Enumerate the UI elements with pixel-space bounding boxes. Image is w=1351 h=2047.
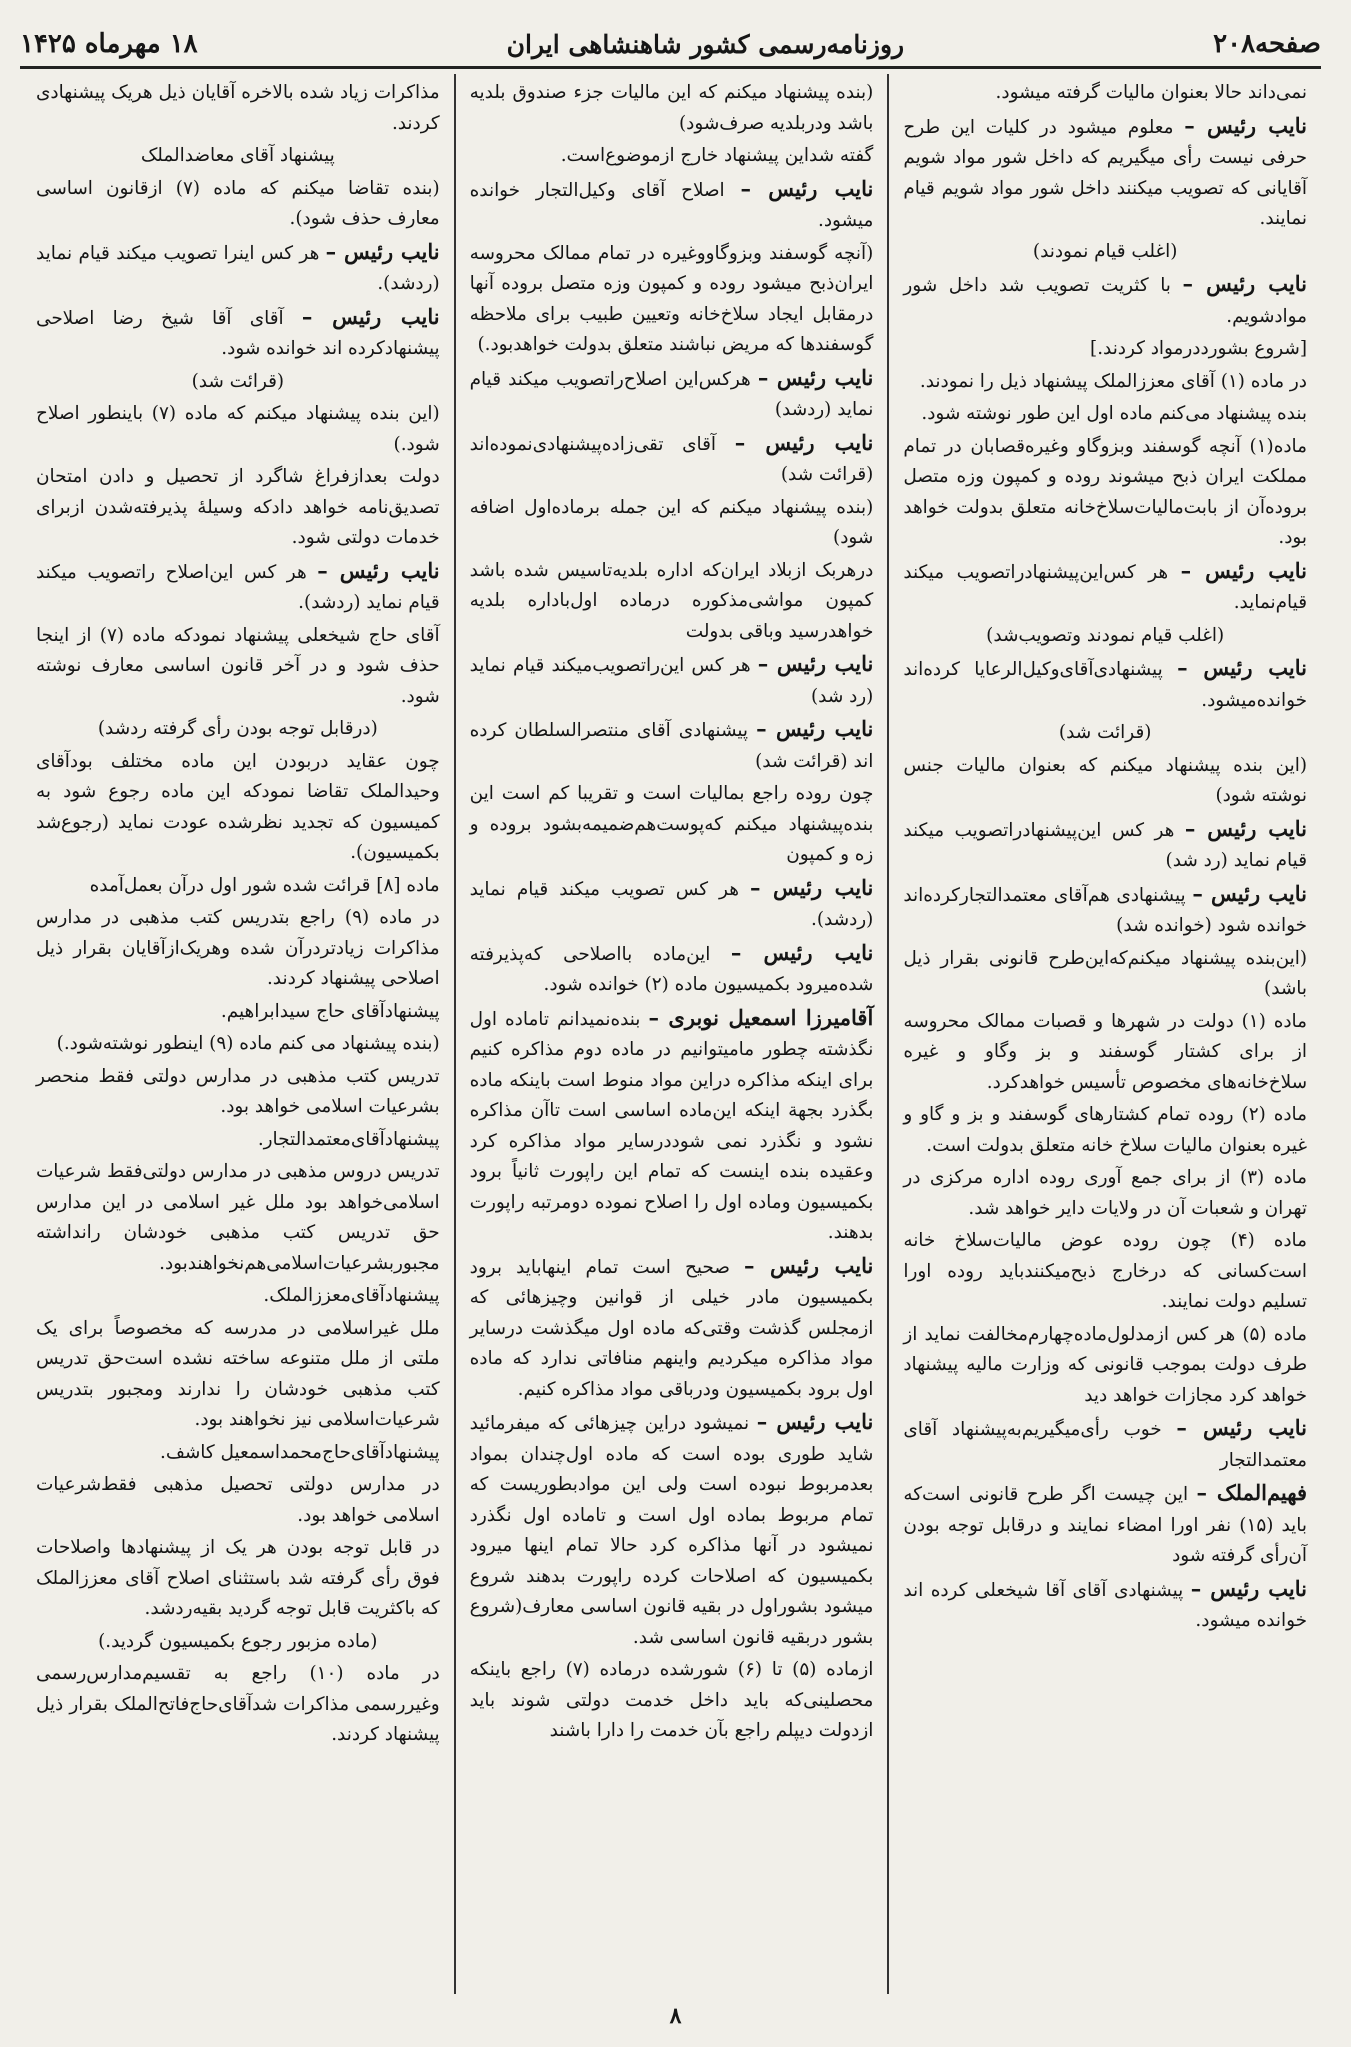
paragraph [36,367,440,398]
page-label: صفحه۲۰۸ [1213,29,1321,59]
paragraph [903,432,1307,554]
paragraph-text: (این‌بنده پیشنهاد میکنم‌که‌این‌طرح قانونی بقرار ذیل باشد) [903,947,1307,999]
paragraph-text: با کثریت تصویب شد داخل شور موادشویم. [903,275,1307,327]
paragraph-text: ماده (۴) چون روده عوض مالیات‌سلاخ خانه است‌کسانی که درخارج ذبح‌میکنندباید روده اورا تسلیم دولت نمایند. [903,1230,1307,1312]
speaker-name: نایب رئیس – [734,429,874,455]
speaker-name: نایب رئیس – [1192,880,1307,906]
paragraph-text: درهربک ازبلاد ایران‌که اداره بلدیه‌تاسیس شده باشد کمپون مواشی‌مذکوره درماده اول‌باداره بلدیه خواهدرسید وباقی بدولت [469,559,874,642]
paragraph [36,1062,440,1123]
paragraph [36,462,440,554]
paragraph-text: پیشنهادی آقای آقا شیخعلی کرده اند خوانده میشود. [903,1579,1307,1631]
speaker-name: نایب رئیس – [749,874,874,900]
paragraph-text: ماده(۱) آنچه گوسفند وبزوگاو وغیره‌قصابان در تمام مملکت ایران ذبح میشوند روده و کمپون وزه متصل بروده‌آن از بابت‌مالیات‌سلاخ‌خانه متعلق بدولت خواهد بود. [903,435,1307,548]
paragraph [36,1157,440,1279]
paragraph [903,78,1307,109]
column-left [22,74,456,1994]
paragraph-text: ازماده (۵) تا (۶) شورشده درماده (۷) راجع باینکه محصلینی‌که باید داخل خدمت دولتی شوند باید ازدولت دیپلم راجع بآن خدمت را دارا باشند [469,1659,874,1741]
paragraph [903,1007,1307,1099]
paragraph-text: (اغلب قیام نمودند وتصویب‌شد) [986,624,1225,646]
paragraph-text: آقای حاج شیخعلی پیشنهاد نمودکه ماده (۷) از اینجا حذف شود و در آخر قانون اساسی معارف نوشته شود. [35,624,440,707]
speaker-name: نایب رئیس – [1184,112,1307,138]
paragraph-text: هر کس تصویب میکند قیام نماید (ردشد). [469,878,874,930]
paragraph-text: (این بنده پیشنهاد میکنم که ماده (۷) باینطور اصلاح شود.) [35,403,440,455]
paragraph [36,1125,440,1156]
speaker-name: نایب رئیس – [1184,815,1307,841]
paragraph-text: گفته شداین پیشنهاد خارج ازموضوع‌است. [560,145,874,166]
paragraph [36,1438,440,1469]
paragraph-text: چون عقاید دربودن این ماده مختلف بودآقای وحیدالملک تقاضا نمودکه این ماده رجوع شود به کمیسیون که تجدید نظرشده عودت نماید (رجوع‌شد بکمیسیون). [35,750,440,863]
paragraph-text: این‌ماده بااصلاحی که‌پذیرفته شده‌میرود بکمیسیون ماده (۲) خوانده شود. [469,943,874,995]
paragraph [36,871,440,902]
paragraph [36,1314,440,1436]
paragraph-text: (این بنده پیشنهاد میکنم که بعنوان مالیات جنس نوشته شود) [903,754,1307,806]
paragraph-text: (بنده پیشنهاد میکنم که این مالیات جزء صندوق بلدیه باشد ودربلدیه صرف‌شود) [469,82,874,134]
column-right [889,74,1321,1994]
paragraph-text: بنده پیشنهاد می‌کنم ماده اول این طور نوشته شود. [921,403,1307,424]
paragraph-text: پیشنهادآقای‌معززالملک. [263,1285,440,1306]
paragraph [903,1320,1307,1412]
paragraph-text: هر کس این‌راتصویب‌میکند قیام نماید (رد شد) [469,655,874,707]
paragraph [903,621,1307,652]
paragraph [903,1478,1307,1572]
speaker-name: آقامیرزا اسمعیل نوبری – [648,1004,874,1030]
paragraph [903,334,1307,365]
paragraph-text: در ماده (۱۰) راجع به تقسیم‌مدارس‌رسمی وغیررسمی مذاکرات شدآقای‌حاج‌فاتح‌الملک بقرار ذیل پیشنهاد کردند. [35,1663,440,1745]
speaker-name: نایب رئیس – [743,1252,874,1278]
paragraph [470,873,874,936]
paragraph [470,938,874,1001]
paragraph [36,747,440,869]
paragraph [36,714,440,745]
paragraph [36,556,440,619]
paragraph [470,779,874,871]
paragraph-text: ملل غیراسلامی در مدرسه که مخصوصاً برای یک ملتی از ملل متنوعه ساخته نشده است‌حق تدریس کتب مذهبی خودشان را ندارند ومجبور بتدریس شرعیات‌اسلامی نیز نخواهند بود. [35,1317,440,1430]
speaker-name: نایب رئیس – [756,716,874,741]
paragraph-text: تدریس دروس مذهبی در مدارس دولتی‌فقط شرعیات اسلامی‌خواهد بود ملل غیر اسلامی در این مدارس حق تدریس کتب مذهبی خودشان رانداشته مجبوربشرعیات‌اسلامی‌هم‌نخواهندبود. [35,1161,440,1274]
paragraph [36,302,440,365]
paragraph [36,237,440,300]
paragraph-text: معلوم میشود در کلیات این طرح حرفی نیست رأی میگیریم که داخل شور مواد شویم آقایانی که تصویب میکنند داخل شور مواد شویم قیام نمایند. [903,116,1307,229]
paragraph-text: (بنده تقاضا میکنم که ماده (۷) ازقانون اساسی معارف حذف شود). [35,177,440,229]
paragraph [903,879,1307,942]
paragraph [903,1100,1307,1161]
paragraph [36,78,440,139]
paragraph [36,621,440,713]
paragraph-text: [شروع بشورددرمواد کردند.] [1090,338,1307,359]
paragraph-text: پیشنهادی هم‌آقای معتمد‌التجارکرده‌اند خوانده شود (خوانده شد) [903,884,1307,936]
paragraph [470,428,874,491]
paragraph-text: آقای آقا شیخ رضا اصلاحی پیشنهادکرده اند خوانده شود. [35,307,440,359]
paragraph [903,1226,1307,1318]
paragraph-text: (بنده پیشنهاد می کنم ماده (۹) اینطور نوشته‌شود.) [56,1033,440,1054]
paragraph [470,363,874,426]
paragraph [470,174,874,237]
paragraph [903,814,1307,877]
paragraph-text: مذاکرات زیاد شده بالاخره آقایان ذیل هریک پیشنهادی کردند. [35,82,440,134]
paragraph-text: نمیشود دراین چیزهائی که میفرمائید شاید طوری بوده است که ماده اول‌چندان بمواد بعدمربوط نبوده است ولی این موادبطوریست که تمام مربوط بماده اول است و تاماده اول نگذرد نمیشود در آنها مذاکره کرد حالا تمام اینها میرود بکمیسیون که اصلاحات کرده راپورت بدهند شروع میشود بشوراول در بقیه قانون اساسی معارف(شروع بشور دربقیه قانون اساسی شد. [469,1413,874,1648]
paragraph-text: پیشنهادآقای‌معتمدالتجار. [257,1128,440,1150]
page-number: ۸ [669,2003,682,2029]
paragraph [470,78,874,139]
paragraph-text: دولت بعدازفراغ شاگرد از تحصیل و دادن امتحان تصدیق‌نامه خواهد دادکه وسیلهٔ پذیرفته‌شدن ازبرای خدمات دولتی شود. [35,466,440,548]
paragraph-text: (ماده مزبور رجوع بکمیسیون گردید.) [98,1630,378,1652]
speaker-name: نایب رئیس – [757,651,874,676]
paragraph [36,1470,440,1531]
paragraph [470,141,874,172]
speaker-name: نایب رئیس – [325,238,440,264]
paragraph-text: این چیست اگر طرح قانونی است‌که باید (۱۵) نفر اورا امضاء نمایند و درقابل توجه بودن آن‌رأی گرفته شود [903,1484,1307,1566]
speaker-name: نایب رئیس – [317,557,440,583]
paragraph [903,556,1307,619]
paragraph-text: تدریس کتب مذهبی در مدارس دولتی فقط منحصر بشرعیات اسلامی خواهد بود. [35,1065,440,1117]
column-middle [456,74,890,1994]
paragraph-text: در ماده (۹) راجع بتدریس کتب مذهبی در مدارس مذاکرات زیادتردرآن شده وهریک‌ازآقایان بقرار ذیل اصلاحی پیشنهاد کردند. [35,907,440,989]
speaker-name: نایب رئیس – [1182,271,1307,296]
paragraph [903,1574,1307,1637]
paragraph-text: ماده [۸] قرائت شده شور اول درآن بعمل‌آمده [89,874,440,896]
speaker-name: نایب رئیس – [1190,1575,1307,1601]
paragraph-text: در ماده (۱) آقای معززالملک پیشنهاد ذیل را نمودند. [919,370,1307,392]
paragraph-text: اصلاح آقای وکیل‌التجار خوانده میشود. [469,179,874,231]
issue-date: ۱۸ مهرماه ۱۴۲۵ [20,29,198,59]
paragraph [903,269,1307,332]
paragraph [903,1163,1307,1224]
speaker-name: نایب رئیس – [740,175,874,201]
newspaper-title: روزنامه‌رسمی کشور شاهنشاهی ایران [506,29,905,59]
paragraph [36,141,440,172]
speaker-name: نایب رئیس – [756,1409,874,1434]
paragraph [36,997,440,1028]
paragraph-text: (قرائت شد) [1058,722,1152,743]
speaker-name: نایب رئیس – [730,939,874,965]
paragraph-text: پیشنهادی آقای منتصر‌السلطان کرده اند (قرائت شد) [469,720,874,772]
speaker-name: فهیم‌الملک – [1196,1480,1307,1505]
paragraph-text: ماده (۱) دولت در شهرها و قصبات ممالک محروسه از برای کشتار گوسفند و بز وگاو و غیره سلاخ‌خانه‌های مخصوص تأسیس خواهدکرد. [903,1010,1307,1093]
paragraph [903,751,1307,812]
speaker-name: نایب رئیس – [757,364,874,390]
paragraph [36,1627,440,1658]
paragraph [903,944,1307,1005]
speaker-name: نایب رئیس – [1176,1415,1307,1440]
paragraph-text: در مدارس دولتی تحصیل مذهبی فقط‌شرعیات اسلامی خواهد بود. [35,1474,440,1526]
paragraph [470,556,874,648]
masthead [20,22,1321,69]
paragraph-text: بنده‌نمیدانم تاماده اول نگذشته چطور مامیتوانیم در ماده دوم مذاکره کنیم برای اینکه مذاکره دراین مواد منوط است باینکه ماده بگذرد بجهة اینکه این‌ماده اساسی است تاآن مذاکره نشود و نگذرد نمی شوددرسایر مواد مذاکره کرد وعقیده بنده اینست که تمام این راپورت ثانیاً برود بکمیسیون وماده اول را اصلاح نموده دومرتبه راپورت بدهند. [469,1008,874,1243]
paragraph [36,174,440,235]
paragraph-text: آقای تقی‌زاده‌پیشنهادی‌نموده‌اند (قرائت شد) [469,433,874,485]
paragraph [470,493,874,554]
paragraph-text: ماده (۳) از برای جمع آوری روده اداره مرکزی در تهران و شعبات آن در ولایات دایر خواهد شد. [903,1167,1307,1219]
paragraph-text: ماده (۵) هر کس ازمدلول‌ماده‌چهارم‌مخالفت نماید از طرف دولت بموجب قانونی که وزارت مالیه پیشنهاد خواهد کرد مجازات خواهد دید [903,1323,1307,1406]
paragraph [36,1029,440,1060]
paragraph [36,903,440,995]
speaker-name: نایب رئیس – [1177,655,1307,680]
paragraph-text: ماده (۲) روده تمام کشتارهای گوسفند و بز و گاو و غیره بعنوان مالیات سلاخ خانه متعلق بدولت است. [903,1104,1307,1156]
paragraph [903,653,1307,716]
paragraph-text: صحیح است تمام اینهاباید برود بکمیسیون مادر خیلی از قوانین وچیزهائی که ازمجلس گذشت وقتی‌که ماده اول میگذشت درسایر مواد مذاکره میکردیم واینهم منافاتی ندارد که ماده اول برود بکمیسیون ودرباقی مواد مذاکره کنیم. [469,1256,874,1400]
paragraph [36,399,440,460]
speaker-name: نایب رئیس – [1180,557,1307,583]
paragraph-text: هر کس اینرا تصویب میکند قیام نماید (ردشد). [35,242,440,294]
paragraph-text: (آنچه گوسفند وبزوگاووغیره در تمام ممالک محروسه ایران‌ذبح میشود روده و کمپون وزه متصل بروده آنها درمقابل ایجاد سلاخ‌خانه وتعیین طبیب برای ملاحظه گوسفندها که مریض نباشند متعلق بدولت خواهدبود.) [469,242,874,355]
paragraph-text: (قرائت شد) [191,370,285,392]
speaker-name: نایب رئیس – [301,303,440,329]
paragraph-text: پیشنهادی‌آقای‌وکیل‌الرعایا کرده‌اند خوانده‌میشود. [903,659,1307,711]
paragraph [36,1533,440,1625]
paragraph [903,367,1307,398]
paragraph [36,1281,440,1312]
paragraph-text: هر کس‌این‌پیشنهادراتصویب میکند قیام‌نماید. [903,561,1307,613]
paragraph [470,1003,874,1249]
paragraph-text: هر کس این‌اصلاح راتصویب میکند قیام نماید (ردشد). [35,561,440,613]
paragraph [470,1251,874,1406]
paragraph-text: هرکس‌این اصلاح‌راتصویب میکند قیام نماید (ردشد) [469,368,874,420]
paragraph-text: پیشنهادآقای حاج سیدابراهیم. [220,1000,440,1022]
paragraph [903,237,1307,268]
paragraph [470,1655,874,1747]
paragraph-text: خوب رأی‌میگیریم‌به‌پیشنهاد آقای معتمدالتجار [903,1419,1307,1471]
paragraph-text: پیشنهادآقای‌حاج‌محمداسمعیل کاشف. [160,1441,440,1463]
paragraph-text: (بنده پیشنهاد میکنم که این جمله برماده‌اول اضافه شود) [469,496,874,548]
paragraph [470,649,874,712]
article-columns [22,74,1321,1994]
paragraph-text: چون روده راجع بمالیات است و تقریبا کم است این بنده‌پیشنهاد میکنم که‌پوست‌هم‌ضمیمه‌بشود بروده و زه و کمپون [469,783,874,865]
paragraph-text: نمی‌داند حالا بعنوان مالیات گرفته میشود. [995,82,1307,103]
paragraph [470,714,874,777]
paragraph [36,1659,440,1751]
paragraph-text: (اغلب قیام نمودند) [1032,240,1178,262]
paragraph [903,111,1307,235]
paragraph-text: در قابل توجه بودن هر یک از پیشنهادها واصلاحات فوق رأی گرفته شد باستثنای اصلاح آقای معززالملک که باکثریت قابل توجه گردید بقیه‌ردشد. [35,1537,440,1619]
paragraph-text: پیشنهاد آقای معاضدالملک [140,145,335,166]
paragraph [903,399,1307,430]
paragraph-text: (درقابل توجه بودن رأی گرفته ردشد) [97,718,378,739]
paragraph-text: هر کس‌ این‌پیشنهادراتصویب میکند قیام نماید (رد شد) [903,819,1307,871]
paragraph [903,1413,1307,1476]
paragraph [470,239,874,361]
paragraph [470,1407,874,1653]
paragraph [903,718,1307,749]
